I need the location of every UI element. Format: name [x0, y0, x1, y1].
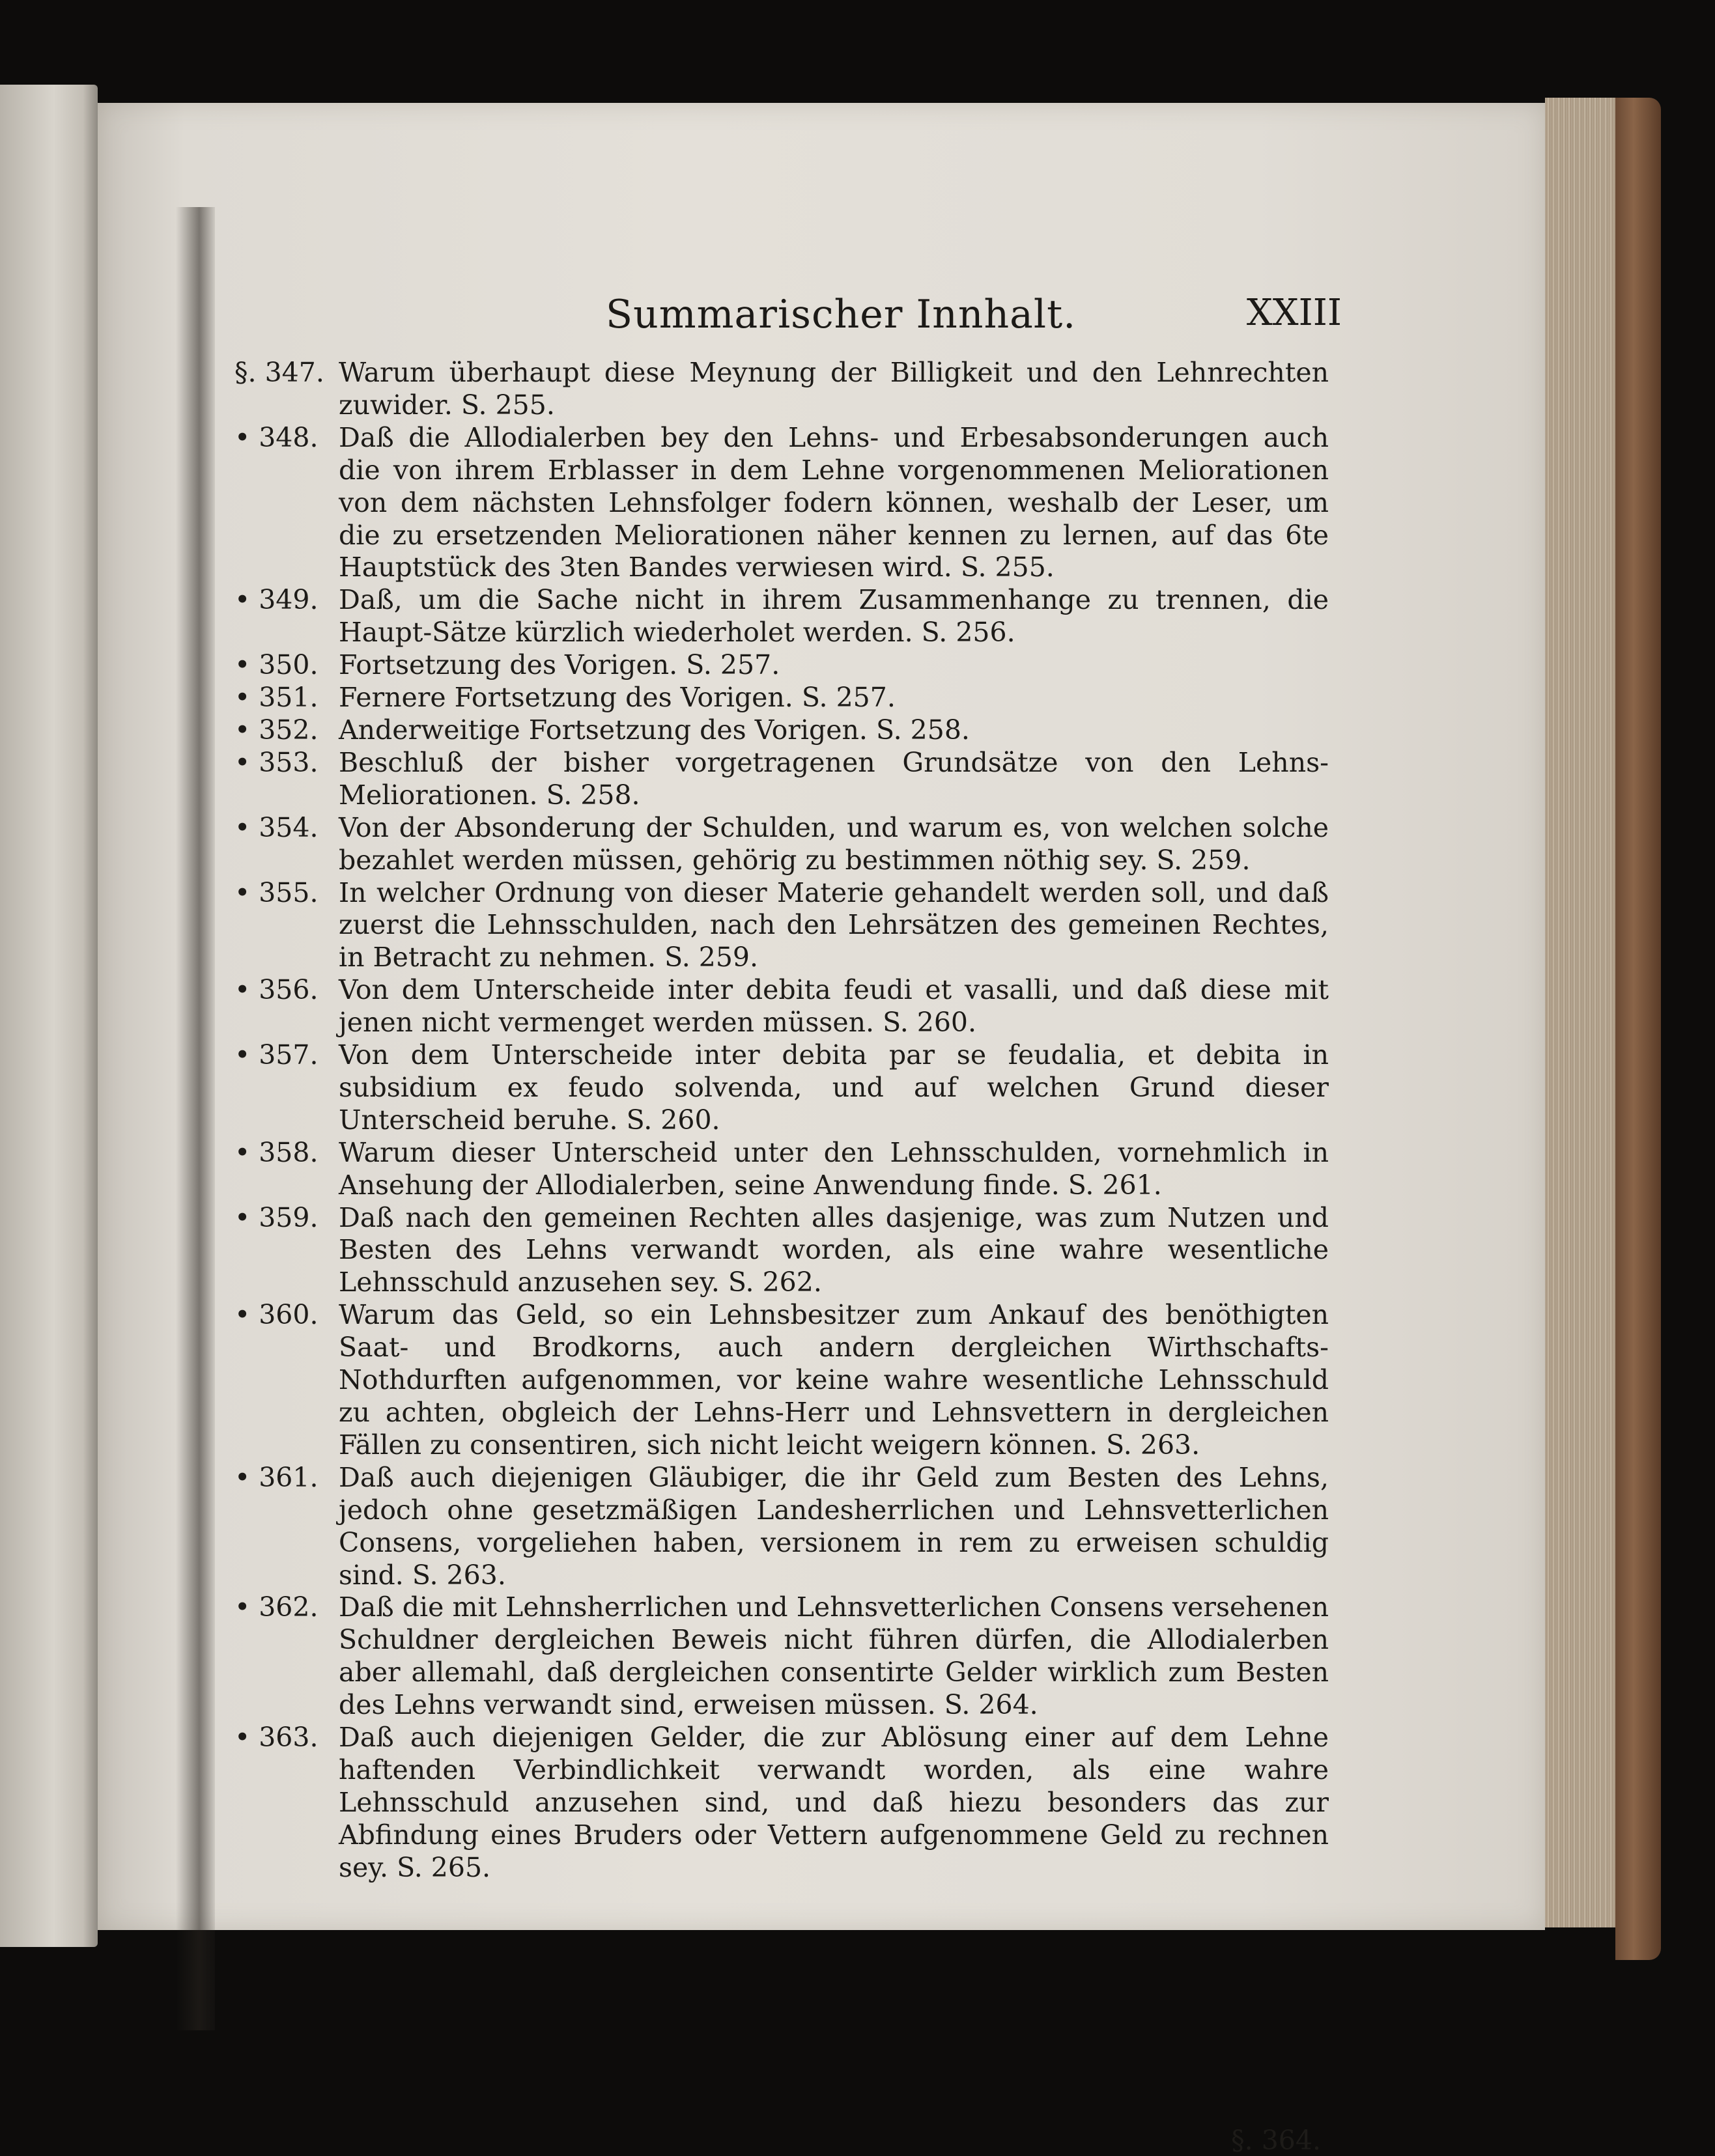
page-gutter-shadow — [176, 207, 215, 2030]
entry-349 — [234, 584, 1329, 649]
entry-marker: • 358. — [234, 1136, 319, 1168]
page-header — [606, 292, 1342, 350]
entry-text: Daß die mit Lehnsherrlichen und Lehnsvetterlichen Consens versehenen Schuldner dergleichen Beweis nicht führen dürfen, die Allodialerben aber allemahl, daß dergleichen consentirte Gelder wirklich zum Besten des Lehns verwandt sind, erweisen müssen. S. 264. — [339, 1591, 1329, 1721]
entry-marker: • 361. — [234, 1461, 319, 1493]
entry-361 — [234, 1462, 1329, 1592]
entry-357 — [234, 1039, 1329, 1137]
entry-text: Anderweitige Fortsetzung des Vorigen. S. 258. — [339, 714, 970, 746]
entry-text: Warum überhaupt diese Meynung der Billigkeit und den Lehnrechten zuwider. S. 255. — [339, 357, 1329, 421]
entry-marker: • 359. — [234, 1201, 319, 1233]
entry-marker: • 356. — [234, 974, 319, 1006]
entry-text: Von dem Unterscheide inter debita par se feudalia, et debita in subsidium ex feudo solvenda, und auf welchen Grund dieser Unterscheid beruhe. S. 260. — [339, 1039, 1329, 1136]
running-title: Summarischer Innhalt. — [606, 292, 1077, 337]
entry-359 — [234, 1202, 1329, 1300]
entry-362 — [234, 1591, 1329, 1722]
entry-text: In welcher Ordnung von dieser Materie gehandelt werden soll, und daß zuerst die Lehnsschulden, nach den Lehrsätzen des gemeinen Rechtes, in Betracht zu nehmen. S. 259. — [339, 876, 1329, 973]
entry-marker: • 348. — [234, 421, 319, 453]
entry-text: Daß die Allodialerben bey den Lehns- und Erbesabsonderungen auch die von ihrem Erblasser in dem Lehne vorgenommenen Meliorationen von dem nächsten Lehnsfolger fodern können, weshalb der Leser, um die zu ersetzenden Meliorationen näher kennen zu lernen, auf das 6te Hauptstück des 3ten Bandes verwiesen wird. S. 255. — [339, 421, 1329, 583]
entry-marker: • 350. — [234, 649, 319, 681]
entry-marker: • 351. — [234, 682, 319, 714]
catchword: §. 364. — [1231, 2125, 1321, 2156]
entry-marker: §. 347. — [234, 357, 324, 388]
entry-347 — [234, 357, 1329, 422]
entry-348 — [234, 422, 1329, 585]
entry-351 — [234, 682, 1329, 714]
entry-355 — [234, 877, 1329, 975]
entry-350 — [234, 649, 1329, 682]
entry-356 — [234, 974, 1329, 1039]
facing-page-edge — [0, 85, 98, 1947]
entry-text: Warum dieser Unterscheid unter den Lehnsschulden, vornehmlich in Ansehung der Allodialerben, seine Anwendung finde. S. 261. — [339, 1136, 1329, 1201]
entry-text: Von dem Unterscheide inter debita feudi et vasalli, und daß diese mit jenen nicht vermenget werden müssen. S. 260. — [339, 974, 1329, 1039]
entry-text: Daß nach den gemeinen Rechten alles dasjenige, was zum Nutzen und Besten des Lehns verwandt worden, als eine wahre wesentliche Lehnsschuld anzusehen sey. S. 262. — [339, 1201, 1329, 1298]
entry-353 — [234, 747, 1329, 812]
entry-marker: • 355. — [234, 876, 319, 908]
entry-marker: • 349. — [234, 584, 319, 616]
entry-marker: • 353. — [234, 746, 319, 778]
entry-358 — [234, 1137, 1329, 1202]
entry-363 — [234, 1722, 1329, 1884]
page-number: XXIII — [1246, 292, 1342, 334]
entry-text: Von der Absonderung der Schulden, und warum es, von welchen solche bezahlet werden müssen, gehörig zu bestimmen nöthig sey. S. 259. — [339, 811, 1329, 876]
entry-360 — [234, 1299, 1329, 1462]
entry-text: Daß auch diejenigen Gelder, die zur Ablösung einer auf dem Lehne haftenden Verbindlichkeit verwandt worden, als eine wahre Lehnsschuld anzusehen sind, und daß hiezu besonders das zur Abfindung eines Bruders oder Vettern aufgenommene Geld zu rechnen sey. S. 265. — [339, 1722, 1329, 1883]
book-cover-edge — [1615, 98, 1661, 1960]
entry-marker: • 352. — [234, 714, 319, 746]
entry-text: Daß, um die Sache nicht in ihrem Zusammenhange zu trennen, die Haupt-Sätze kürzlich wiederholet werden. S. 256. — [339, 584, 1329, 649]
entry-marker: • 354. — [234, 811, 319, 843]
entry-marker: • 362. — [234, 1591, 319, 1623]
entry-354 — [234, 812, 1329, 877]
entry-marker: • 357. — [234, 1039, 319, 1071]
entry-text: Fortsetzung des Vorigen. S. 257. — [339, 649, 780, 681]
entry-marker: • 363. — [234, 1722, 319, 1754]
entry-text: Warum das Geld, so ein Lehnsbesitzer zum Ankauf des benöthigten Saat- und Brodkorns, auch andern dergleichen Wirthschafts-Nothdurften aufgenommen, vor keine wahre wesentliche Lehnsschuld zu achten, obgleich der Lehns-Herr und Lehnsvettern in dergleichen Fällen zu consentiren, sich nicht leicht weigern können. S. 263. — [339, 1299, 1329, 1461]
entry-352 — [234, 714, 1329, 747]
entry-text: Daß auch diejenigen Gläubiger, die ihr Geld zum Besten des Lehns, jedoch ohne gesetzmäßigen Landesherrlichen und Lehnsvetterlichen Consens, vorgeliehen haben, versionem in rem zu erweisen schuldig sind. S. 263. — [339, 1461, 1329, 1591]
summary-entries — [234, 357, 1329, 2156]
entry-text: Fernere Fortsetzung des Vorigen. S. 257. — [339, 682, 896, 714]
entry-text: Beschluß der bisher vorgetragenen Grundsätze von den Lehns-Meliorationen. S. 258. — [339, 746, 1329, 811]
entry-marker: • 360. — [234, 1299, 319, 1331]
